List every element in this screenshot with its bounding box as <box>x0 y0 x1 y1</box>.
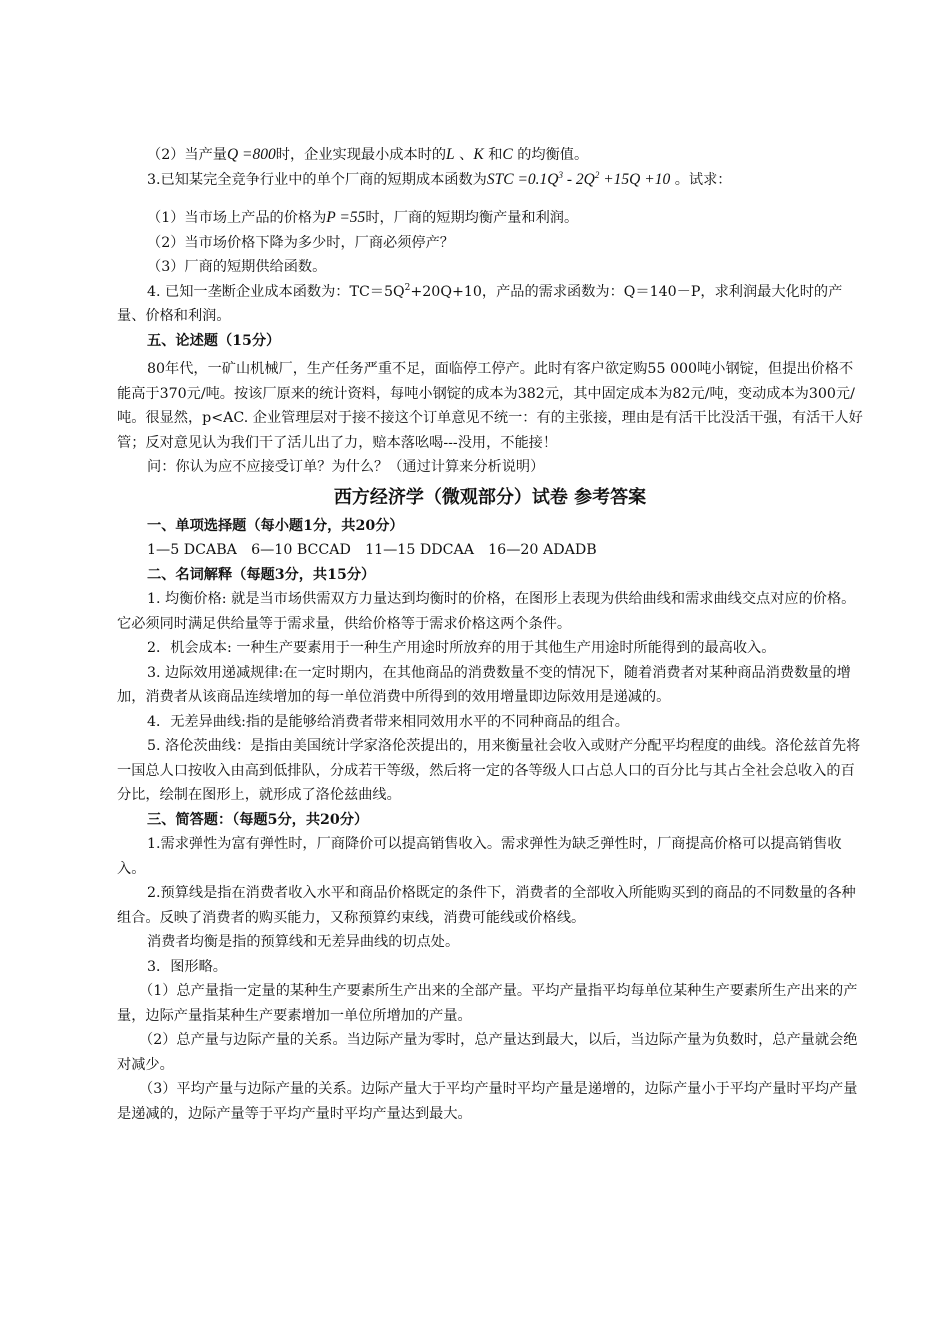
question-3: 3.已知某完全竞争行业中的单个厂商的短期成本函数为STC $=0.1Q^3 - 2Q^2 +15Q +10$ 。试求： <box>147 169 732 188</box>
short-answer-item: 消费者均衡是指的预算线和无差异曲线的切点处。 <box>147 934 460 950</box>
answers-section-2-heading: 二、名词解释（每题3分，共15分） <box>147 566 376 583</box>
term-item: 5. 洛伦茨曲线：是指由美国统计学家洛伦茨提出的，用来衡量社会收入或财产分配平均程度的曲线。洛伦兹首先将一国总人口按收入由高到低排队，分成若干等级，然后将一定的各等级人口占总人口的百分比与其占全社会总收入的百分比，绘制在图形上，就形成了洛伦兹曲线。 <box>117 738 861 803</box>
section-5-case: 80年代，一矿山机械厂，生产任务严重不足，面临停工停产。此时有客户欲定购55 000吨小钢锭，但提出价格不能高于370元/吨。按该厂原来的统计资料，每吨小钢锭的成本为382元，其中固定成本为82元/吨，变动成本为300元/吨。很显然，p<AC. 企业管理层对于接不接这个订单意见不统一：有的主张接，理由是有活干比没活干强，有活干人好管；反对意见认为我们干了活儿出了力，赔本落吆喝---没用，不能接！ <box>117 361 863 451</box>
answers-section-1-key: 1—5 DCABA 6—10 BCCAD 11—15 DDCAA 16—20 ADADB <box>147 542 597 558</box>
term-item: 4．无差异曲线:指的是能够给消费者带来相同效用水平的不同种商品的组合。 <box>147 713 629 730</box>
document-content <box>117 143 863 1126</box>
answers-section-1-heading: 一、单项选择题（每小题1分，共20分） <box>147 517 404 534</box>
short-answer-item: （3）平均产量与边际产量的关系。边际产量大于平均产量时平均产量是递增的，边际产量小于平均产量时平均产量是递减的，边际产量等于平均产量时平均产量达到最大。 <box>117 1081 858 1122</box>
formula-stc: STC $=0.1Q^3 - 2Q^2 +15Q +10$ <box>486 169 671 188</box>
question-4: 4. 已知一垄断企业成本函数为：$TC=5Q^2+20Q+10$，产品的需求函数为：Q＝140－P，求利润最大化时的产量、价格和利润。 <box>117 282 843 324</box>
formula-q: Q =800 <box>226 146 276 163</box>
short-answer-item: 1.需求弹性为富有弹性时，厂商降价可以提高销售收入。需求弹性为缺乏弹性时，厂商提高价格可以提高销售收入。 <box>117 836 842 877</box>
section-5-question: 问：你认为应不应接受订单？为什么？（通过计算来分析说明） <box>147 459 545 475</box>
question-3-sub2: （2）当市场价格下降为多少时，厂商必须停产？ <box>147 234 454 251</box>
term-item: 1. 均衡价格: 就是当市场供需双方力量达到均衡时的价格，在图形上表现为供给曲线和需求曲线交点对应的价格。它必须同时满足供给量等于需求量，供给价格等于需求价格这两个条件。 <box>117 591 856 632</box>
short-answer-item: （1）总产量指一定量的某种生产要素所生产出来的全部产量。平均产量指平均每单位某种生产要素所生产出来的产量，边际产量指某种生产要素增加一单位所增加的产量。 <box>117 983 858 1024</box>
short-answer-item: 3．图形略。 <box>147 958 227 975</box>
answers-title: 西方经济学（微观部分）试卷 参考答案 <box>333 486 647 508</box>
short-answer-item: 2.预算线是指在消费者收入水平和商品价格既定的条件下，消费者的全部收入所能购买到的商品的不同数量的各种组合。反映了消费者的购买能力，又称预算约束线，消费可能线或价格线。 <box>117 885 856 926</box>
short-answer-item: （2）总产量与边际产量的关系。当边际产量为零时，总产量达到最大，以后，当边际产量为负数时，总产量就会绝对减少。 <box>117 1032 858 1073</box>
formula-price: P =55 <box>326 209 366 226</box>
section-5-heading: 五、论述题（15分） <box>147 332 281 349</box>
question-3-2: （2）当产量Q =800时，企业实现最小成本时的L 、K 和C 的均衡值。 <box>147 146 589 163</box>
term-item: 3. 边际效用递减规律:在一定时期内，在其他商品的消费数量不变的情况下，随着消费者对某种商品消费数量的增加，消费者从该商品连续增加的每一单位消费中所得到的效用增量即边际效用是递减的。 <box>117 664 851 705</box>
question-3-sub1: （1）当市场上产品的价格为P =55时，厂商的短期均衡产量和利润。 <box>147 209 579 226</box>
question-3-sub3: （3）厂商的短期供给函数。 <box>147 259 327 275</box>
answers-section-3-heading: 三、简答题：（每题5分，共20分） <box>147 811 369 828</box>
term-item: 2．机会成本: 一种生产要素用于一种生产用途时所放弃的用于其他生产用途时所能得到的最高收入。 <box>147 640 776 656</box>
